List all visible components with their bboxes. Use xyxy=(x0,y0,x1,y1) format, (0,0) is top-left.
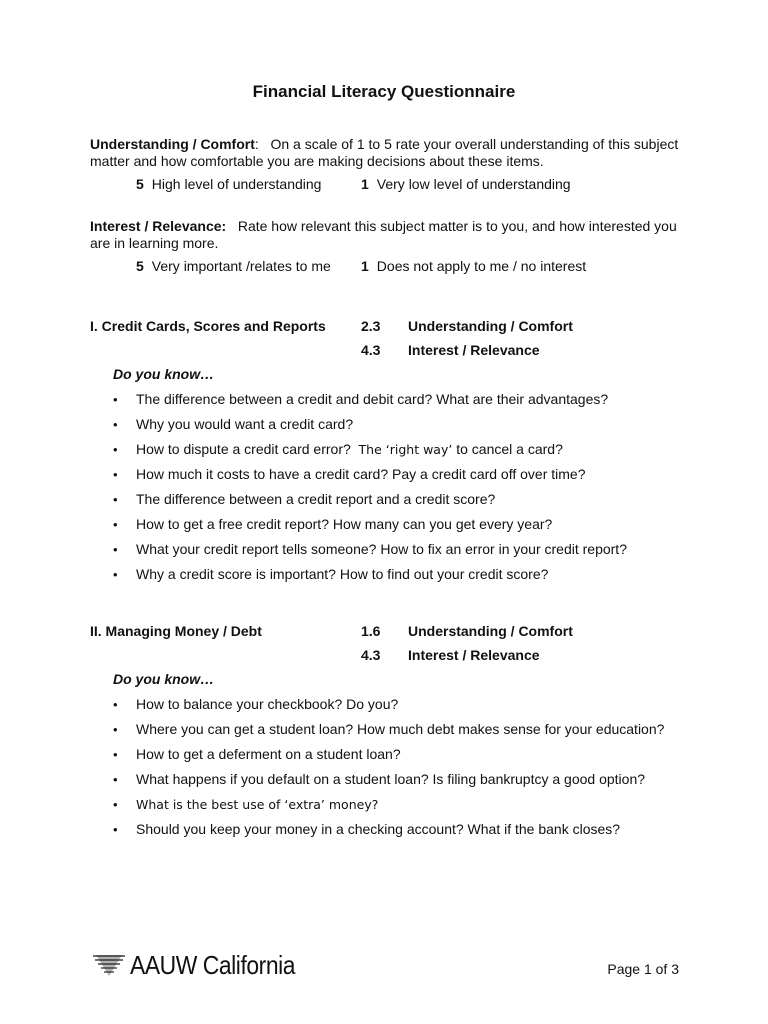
interest-paragraph xyxy=(90,218,690,252)
bullet-icon: • xyxy=(113,417,118,432)
scale-low-text: Does not apply to me / no interest xyxy=(376,258,587,274)
rating-label: Understanding / Comfort xyxy=(408,318,573,334)
bullet-icon: • xyxy=(113,567,118,582)
bullet-icon: • xyxy=(113,722,118,737)
scale-high-number: 5 xyxy=(136,176,144,192)
question-alt-font-text: The ‘right way’ xyxy=(358,442,453,457)
bullet-icon: • xyxy=(113,442,118,457)
bullet-icon: • xyxy=(113,697,118,712)
understanding-paragraph xyxy=(90,136,690,170)
bullet-icon: • xyxy=(113,822,118,837)
understanding-label: Understanding / Comfort xyxy=(90,136,255,152)
section-title-credit-cards: I. Credit Cards, Scores and Reports xyxy=(90,318,326,334)
aauw-california-logo xyxy=(92,950,318,980)
question-text: Should you keep your money in a checking account? What if the bank closes? xyxy=(136,821,621,837)
scale-low-number: 1 xyxy=(361,258,369,274)
interest-high-row xyxy=(136,258,331,275)
scale-low-number: 1 xyxy=(361,176,369,192)
question-text: What happens if you default on a student loan? Is filing bankruptcy a good option? xyxy=(136,771,646,787)
understanding-label-colon: : xyxy=(254,136,259,152)
rating-value: 1.6 xyxy=(361,623,381,639)
question-text: How to get a deferment on a student loan? xyxy=(136,746,401,762)
bullet-icon: • xyxy=(113,747,118,762)
question-text: How to dispute a credit card error? xyxy=(136,441,351,457)
bullet-icon: • xyxy=(113,797,118,812)
rating-label: Interest / Relevance xyxy=(408,342,540,358)
page-number: Page 1 of 3 xyxy=(607,961,679,977)
rating-label: Interest / Relevance xyxy=(408,647,540,663)
question-alt-font-text: What is the best use of ‘extra’ money? xyxy=(136,797,379,812)
question-text xyxy=(136,796,378,813)
rating-value: 2.3 xyxy=(361,318,381,334)
logo-text: AAUW California xyxy=(130,949,296,980)
rating-value: 4.3 xyxy=(361,342,381,358)
question-text: How to get a free credit report? How many can you get every year? xyxy=(136,516,553,532)
scale-low-text: Very low level of understanding xyxy=(376,176,571,192)
section-title-managing-money: II. Managing Money / Debt xyxy=(90,623,262,639)
bullet-icon: • xyxy=(113,467,118,482)
interest-text: Rate how relevant this subject matter is to you, and how interested you are in learning more. xyxy=(90,218,677,251)
question-text: What your credit report tells someone? How to fix an error in your credit report? xyxy=(136,541,627,557)
interest-low-row xyxy=(361,258,586,275)
do-you-know-heading: Do you know… xyxy=(113,671,215,687)
interest-label: Interest / Relevance: xyxy=(90,218,227,234)
rating-label: Understanding / Comfort xyxy=(408,623,573,639)
understanding-text: On a scale of 1 to 5 rate your overall understanding of this subject matter and how comfortable you are making decisions about these items. xyxy=(90,136,679,169)
bullet-icon: • xyxy=(113,772,118,787)
bullet-icon: • xyxy=(113,392,118,407)
rating-value: 4.3 xyxy=(361,647,381,663)
bullet-icon: • xyxy=(113,542,118,557)
question-text: Why you would want a credit card? xyxy=(136,416,354,432)
understanding-low-row xyxy=(361,176,571,193)
scale-high-text: Very important /relates to me xyxy=(151,258,331,274)
document-title: Financial Literacy Questionnaire xyxy=(252,82,516,101)
question-text: How much it costs to have a credit card? Pay a credit card off over time? xyxy=(136,466,586,482)
scale-high-text: High level of understanding xyxy=(151,176,322,192)
aauw-emblem-icon xyxy=(92,953,126,977)
question-text: The difference between a credit and debit card? What are their advantages? xyxy=(136,391,609,407)
question-text-tail: to cancel a card? xyxy=(452,441,563,457)
question-text: Where you can get a student loan? How much debt makes sense for your education? xyxy=(136,721,665,737)
bullet-icon: • xyxy=(113,517,118,532)
bullet-icon: • xyxy=(113,492,118,507)
question-text-compound xyxy=(136,441,563,458)
question-text: How to balance your checkbook? Do you? xyxy=(136,696,399,712)
question-text: The difference between a credit report and a credit score? xyxy=(136,491,496,507)
do-you-know-heading: Do you know… xyxy=(113,366,215,382)
question-text: Why a credit score is important? How to find out your credit score? xyxy=(136,566,549,582)
scale-high-number: 5 xyxy=(136,258,144,274)
understanding-high-row xyxy=(136,176,321,193)
